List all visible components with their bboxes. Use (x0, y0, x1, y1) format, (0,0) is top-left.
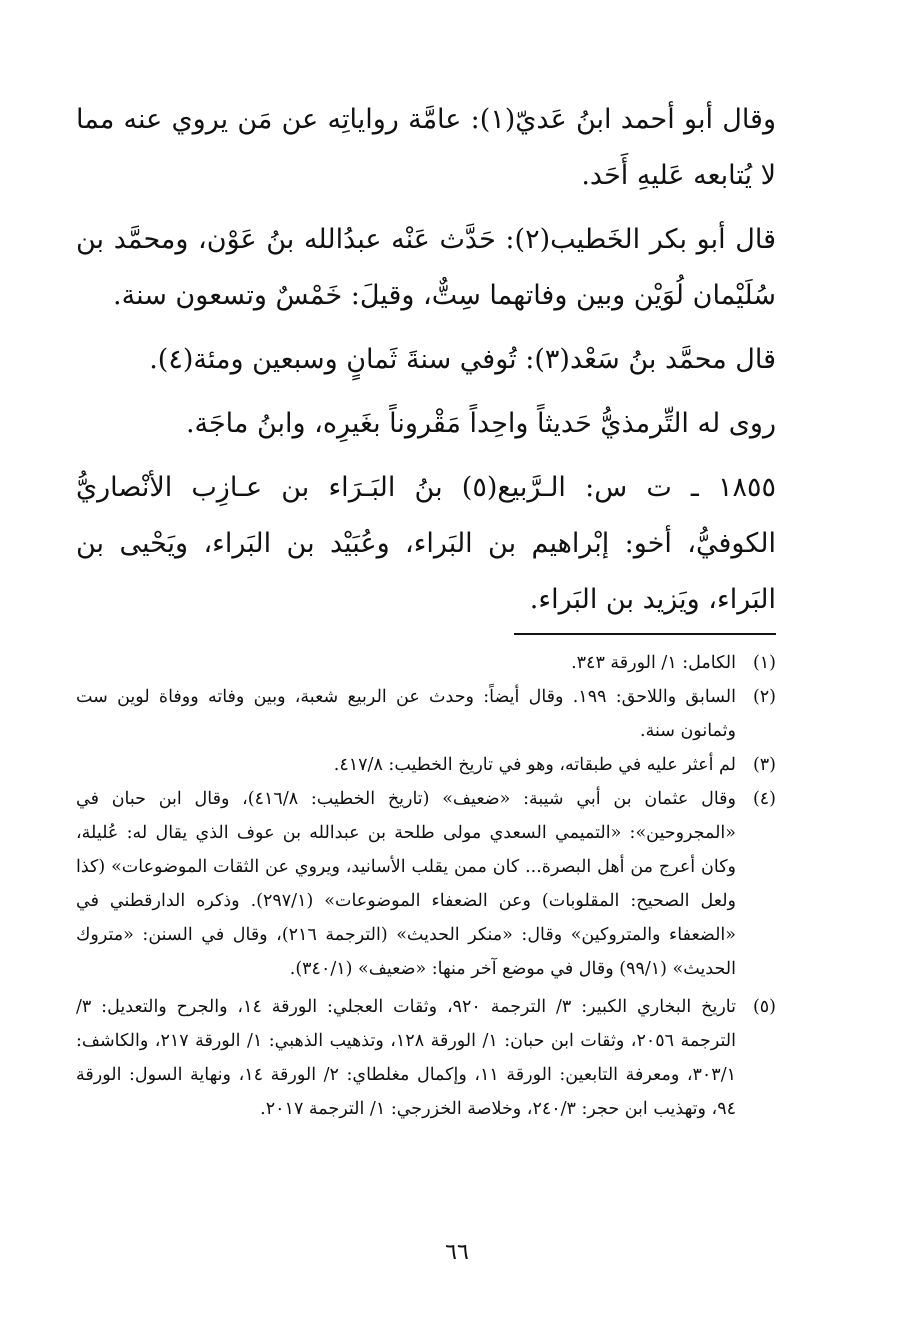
footnote-text: تاريخ البخاري الكبير: ٣/ الترجمة ٩٢٠، وثقات العجلي: الورقة ١٤، والجرح والتعديل: ٣/ الترجمة ٢٠٥٦، وثقات ابن حبان: ١/ الورقة ١٢٨، وتذهيب الذهبي: ١/ الورقة ٢١٧، والكاشف: ٣٠٣/١، ومعرفة التابعين: الورقة ١١، وإكمال مغلطاي: ٢/ الورقة ١٤، ونهاية السول: الورقة ٩٤، وتهذيب ابن حجر: ٢٤٠/٣، وخلاصة الخزرجي: ١/ الترجمة ٢٠١٧. (76, 997, 736, 1119)
footnote-2 (76, 680, 776, 748)
footnote-text: السابق واللاحق: ١٩٩. وقال أيضاً: وحدث عن الربيع شعبة، وبين وفاته ووفاة لوين ست وثمانون سنة. (76, 687, 737, 741)
footnote-text: الكامل: ١/ الورقة ٣٤٣. (571, 653, 736, 673)
paragraph-khatib: قال أبو بكر الخَطيب(٢): حَدَّث عَنْه عبدُالله بنُ عَوْن، ومحمَّد بن سُلَيْمان لُوَيْن وبين وفاتهما سِتٌّ، وقيلَ: خَمْسٌ وتسعون سنة. (76, 224, 776, 311)
main-text (76, 92, 776, 628)
footnote-divider (514, 633, 776, 635)
footnote-number: (١) (752, 653, 776, 673)
entry-1855: ١٨٥٥ ـ ت س: الـرَّبيع(٥) بنُ البَـرَاء بن عـازِب الأنْصاريُّ الكوفيُّ، أخو: إبْراهيم بن البَراء، وعُبَيْد بن البَراء، ويَحْيى بن البَراء، ويَزيد بن البَراء. (76, 472, 776, 615)
paragraph-ibn-saad: قال محمَّد بنُ سَعْد(٣): تُوفي سنةَ ثَمانٍ وسبعين ومئة(٤). (149, 344, 776, 375)
footnote-5 (76, 990, 776, 1126)
footnote-number: (٢) (752, 687, 776, 707)
footnote-4 (76, 782, 776, 986)
footnote-1 (76, 646, 776, 680)
footnotes (76, 646, 776, 1126)
footnote-number: (٣) (752, 755, 776, 775)
paragraph-tirmidhi: روى له التِّرمذيُّ حَديثاً واحِداً مَقْروناً بغَيرِه، وابنُ ماجَة. (185, 408, 776, 439)
page-number: ٦٦ (445, 1240, 469, 1265)
paragraph-ibn-adi: وقال أبو أحمد ابنُ عَديّ(١): عامَّة رواياتِه عن مَن يروي عنه مما لا يُتابعه عَليهِ أَحَد. (76, 104, 777, 191)
footnote-text: لم أعثر عليه في طبقاته، وهو في تاريخ الخطيب: ٤١٧/٨. (333, 755, 736, 775)
footnote-text: وقال عثمان بن أبي شيبة: «ضعيف» (تاريخ الخطيب: ٤١٦/٨)، وقال ابن حبان في «المجروحين»: «التميمي السعدي مولى طلحة بن عبدالله بن عوف الذي يقال له: عُليلة، وكان أعرج من أهل البصرة... كان ممن يقلب الأسانيد، ويروي عن الثقات الموضوعات» (كذا ولعل الصحيح: المقلوبات) وعن الضعفاء الموضوعات» (٢٩٧/١). وذكره الدارقطني في «الضعفاء والمتروكين» وقال: «منكر الحديث» (الترجمة ٢١٦)، وقال في السنن: «متروك الحديث» (٩٩/١) وقال في موضع آخر منها: «ضعيف» (٣٤٠/١). (76, 789, 736, 979)
footnote-number: (٥) (752, 997, 776, 1017)
footnote-number: (٤) (752, 789, 776, 809)
footnote-3 (76, 748, 776, 782)
